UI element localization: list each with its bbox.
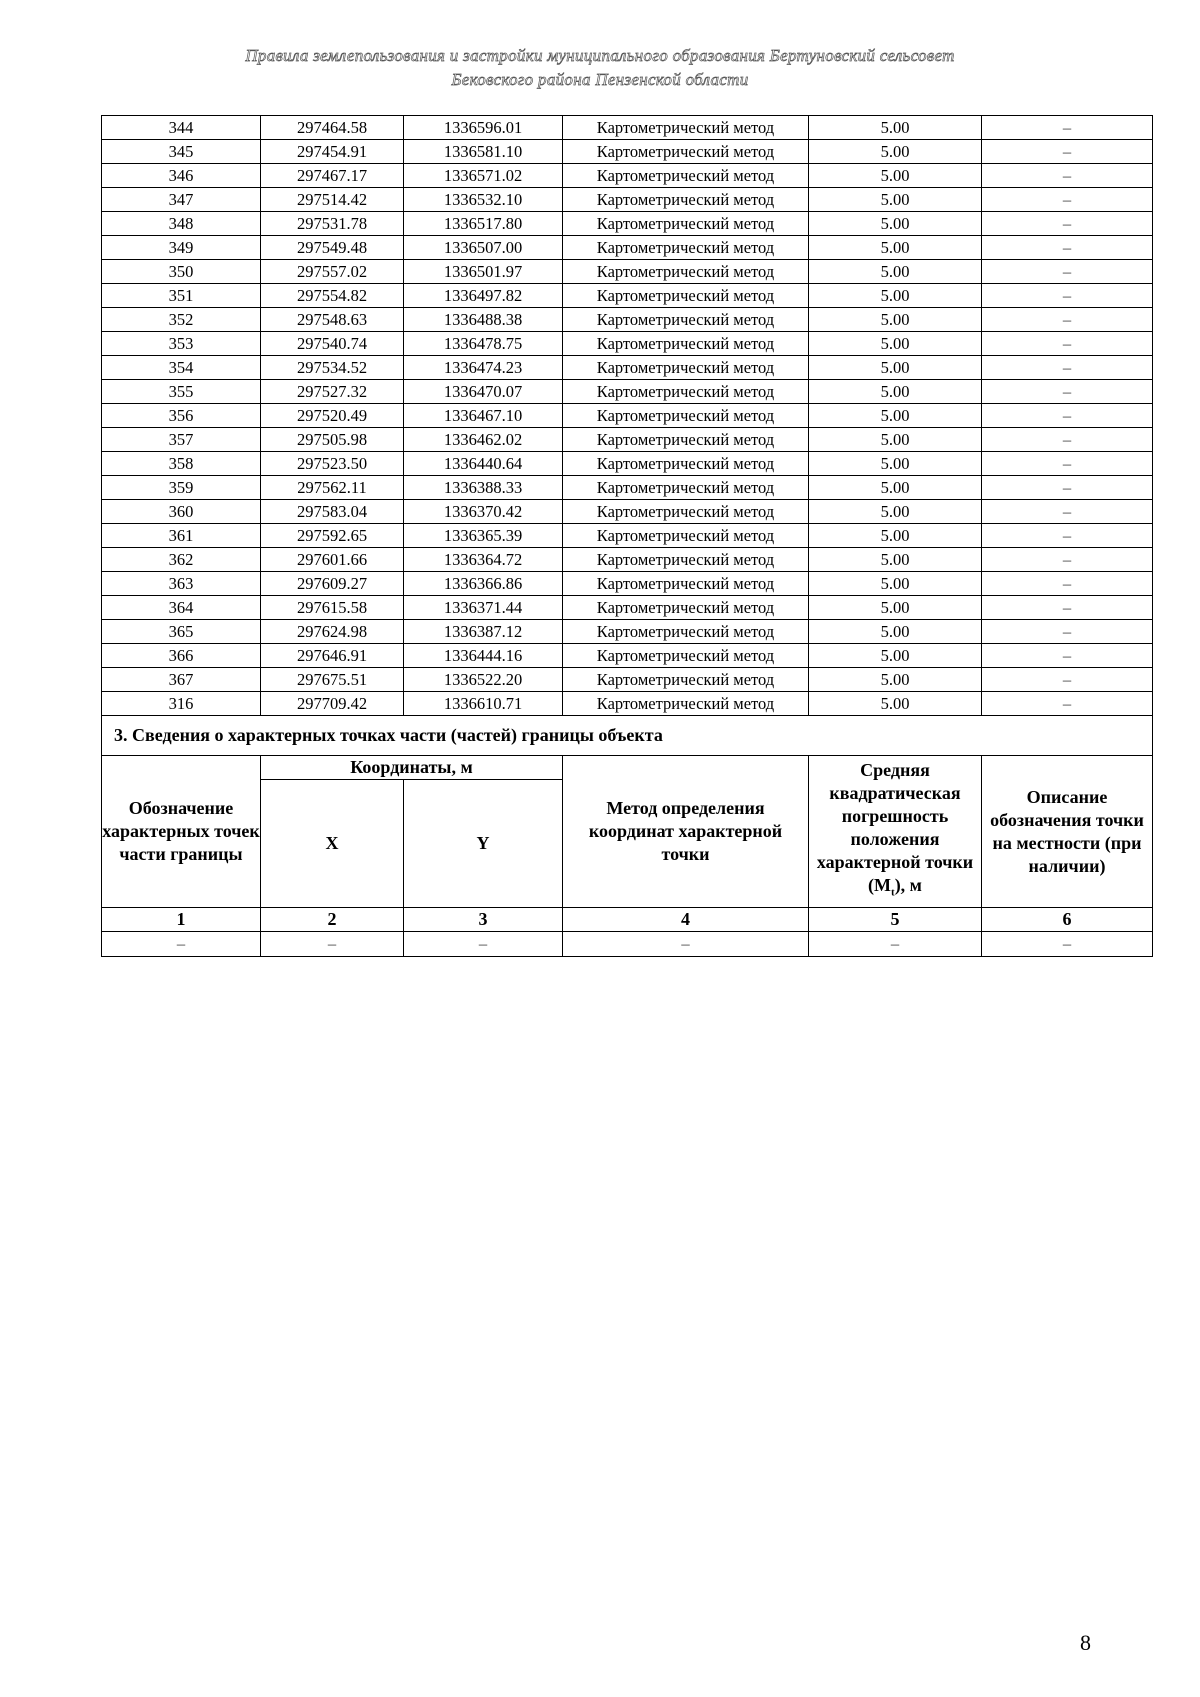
cell-coord-y: 1336388.33 bbox=[404, 476, 563, 500]
cell-coord-x: 297520.49 bbox=[261, 404, 404, 428]
cell-error: 5.00 bbox=[809, 428, 982, 452]
cell-point-number: 356 bbox=[102, 404, 261, 428]
cell-coord-x: 297592.65 bbox=[261, 524, 404, 548]
table-row bbox=[102, 572, 1153, 596]
cell-description: – bbox=[982, 212, 1153, 236]
cell-description: – bbox=[982, 404, 1153, 428]
cell-description: – bbox=[982, 596, 1153, 620]
cell-coord-x: 297675.51 bbox=[261, 668, 404, 692]
table-row bbox=[102, 452, 1153, 476]
header-description: Описание обозначения точки на местности (при наличии) bbox=[982, 756, 1153, 908]
table-row bbox=[102, 284, 1153, 308]
cell-description: – bbox=[982, 644, 1153, 668]
cell-description: – bbox=[982, 572, 1153, 596]
cell-error: 5.00 bbox=[809, 140, 982, 164]
cell-description: – bbox=[982, 548, 1153, 572]
cell-error: 5.00 bbox=[809, 644, 982, 668]
cell-point-number: 362 bbox=[102, 548, 261, 572]
cell-coord-y: 1336444.16 bbox=[404, 644, 563, 668]
header-row-1 bbox=[102, 756, 1153, 780]
cell-coord-y: 1336478.75 bbox=[404, 332, 563, 356]
cell-description: – bbox=[982, 332, 1153, 356]
column-number: 5 bbox=[809, 908, 982, 932]
table-row bbox=[102, 596, 1153, 620]
cell-description: – bbox=[982, 500, 1153, 524]
cell-method: Картометрический метод bbox=[563, 692, 809, 716]
cell-point-number: 355 bbox=[102, 380, 261, 404]
cell-error: 5.00 bbox=[809, 476, 982, 500]
cell-point-number: 345 bbox=[102, 140, 261, 164]
cell-method: Картометрический метод bbox=[563, 500, 809, 524]
header-error-sub: t bbox=[891, 886, 895, 899]
page-header bbox=[0, 44, 1200, 92]
table-row bbox=[102, 404, 1153, 428]
cell-description: – bbox=[982, 620, 1153, 644]
header-error-text: Средняя квадратическая погрешность положения характерной точки (M bbox=[816, 759, 974, 895]
cell-coord-x: 297549.48 bbox=[261, 236, 404, 260]
table-row bbox=[102, 332, 1153, 356]
table-row bbox=[102, 668, 1153, 692]
cell-point-number: 344 bbox=[102, 116, 261, 140]
cell-coord-x: 297514.42 bbox=[261, 188, 404, 212]
cell-coord-x: 297531.78 bbox=[261, 212, 404, 236]
header-error bbox=[809, 756, 982, 908]
cell-error: 5.00 bbox=[809, 404, 982, 428]
cell-point-number: 358 bbox=[102, 452, 261, 476]
cell-error: 5.00 bbox=[809, 452, 982, 476]
empty-cell: – bbox=[563, 932, 809, 957]
cell-coord-x: 297534.52 bbox=[261, 356, 404, 380]
table-row bbox=[102, 644, 1153, 668]
column-number: 4 bbox=[563, 908, 809, 932]
cell-method: Картометрический метод bbox=[563, 188, 809, 212]
table-row bbox=[102, 356, 1153, 380]
cell-method: Картометрический метод bbox=[563, 380, 809, 404]
cell-description: – bbox=[982, 692, 1153, 716]
cell-point-number: 360 bbox=[102, 500, 261, 524]
cell-method: Картометрический метод bbox=[563, 572, 809, 596]
cell-coord-y: 1336365.39 bbox=[404, 524, 563, 548]
header-x: X bbox=[261, 780, 404, 908]
cell-method: Картометрический метод bbox=[563, 644, 809, 668]
cell-error: 5.00 bbox=[809, 692, 982, 716]
cell-coord-x: 297562.11 bbox=[261, 476, 404, 500]
cell-coord-x: 297624.98 bbox=[261, 620, 404, 644]
cell-point-number: 365 bbox=[102, 620, 261, 644]
cell-coord-y: 1336501.97 bbox=[404, 260, 563, 284]
header-error-unit: ), м bbox=[894, 874, 922, 895]
cell-coord-y: 1336522.20 bbox=[404, 668, 563, 692]
cell-coord-x: 297609.27 bbox=[261, 572, 404, 596]
cell-point-number: 354 bbox=[102, 356, 261, 380]
table-row bbox=[102, 212, 1153, 236]
cell-coord-y: 1336610.71 bbox=[404, 692, 563, 716]
cell-point-number: 359 bbox=[102, 476, 261, 500]
cell-method: Картометрический метод bbox=[563, 428, 809, 452]
cell-point-number: 316 bbox=[102, 692, 261, 716]
column-number: 1 bbox=[102, 908, 261, 932]
empty-cell: – bbox=[404, 932, 563, 957]
cell-error: 5.00 bbox=[809, 500, 982, 524]
table-row bbox=[102, 380, 1153, 404]
cell-error: 5.00 bbox=[809, 188, 982, 212]
empty-cell: – bbox=[261, 932, 404, 957]
cell-method: Картометрический метод bbox=[563, 164, 809, 188]
cell-description: – bbox=[982, 236, 1153, 260]
cell-error: 5.00 bbox=[809, 212, 982, 236]
coordinates-table bbox=[101, 115, 1153, 957]
cell-method: Картометрический метод bbox=[563, 332, 809, 356]
table-row bbox=[102, 548, 1153, 572]
cell-error: 5.00 bbox=[809, 116, 982, 140]
cell-description: – bbox=[982, 188, 1153, 212]
cell-coord-y: 1336517.80 bbox=[404, 212, 563, 236]
table-row bbox=[102, 140, 1153, 164]
cell-method: Картометрический метод bbox=[563, 524, 809, 548]
cell-method: Картометрический метод bbox=[563, 284, 809, 308]
cell-description: – bbox=[982, 524, 1153, 548]
cell-description: – bbox=[982, 284, 1153, 308]
table-row bbox=[102, 692, 1153, 716]
cell-coord-y: 1336371.44 bbox=[404, 596, 563, 620]
cell-point-number: 367 bbox=[102, 668, 261, 692]
column-number: 2 bbox=[261, 908, 404, 932]
cell-description: – bbox=[982, 308, 1153, 332]
cell-error: 5.00 bbox=[809, 620, 982, 644]
page-number: 8 bbox=[1080, 1630, 1091, 1655]
cell-point-number: 348 bbox=[102, 212, 261, 236]
cell-method: Картометрический метод bbox=[563, 476, 809, 500]
section-3-title-row bbox=[102, 716, 1153, 756]
cell-description: – bbox=[982, 380, 1153, 404]
cell-point-number: 357 bbox=[102, 428, 261, 452]
cell-coord-y: 1336532.10 bbox=[404, 188, 563, 212]
cell-coord-x: 297540.74 bbox=[261, 332, 404, 356]
cell-point-number: 364 bbox=[102, 596, 261, 620]
table-row bbox=[102, 308, 1153, 332]
cell-point-number: 352 bbox=[102, 308, 261, 332]
data-rows bbox=[102, 116, 1153, 716]
cell-coord-y: 1336581.10 bbox=[404, 140, 563, 164]
table-row bbox=[102, 260, 1153, 284]
cell-coord-x: 297548.63 bbox=[261, 308, 404, 332]
cell-description: – bbox=[982, 164, 1153, 188]
cell-coord-x: 297523.50 bbox=[261, 452, 404, 476]
header-line-1: Правила землепользования и застройки муниципального образования Бертуновский сельсовет bbox=[245, 46, 955, 65]
cell-description: – bbox=[982, 140, 1153, 164]
cell-error: 5.00 bbox=[809, 548, 982, 572]
cell-point-number: 351 bbox=[102, 284, 261, 308]
cell-coord-y: 1336470.07 bbox=[404, 380, 563, 404]
cell-coord-y: 1336387.12 bbox=[404, 620, 563, 644]
cell-method: Картометрический метод bbox=[563, 620, 809, 644]
cell-coord-y: 1336596.01 bbox=[404, 116, 563, 140]
cell-error: 5.00 bbox=[809, 284, 982, 308]
cell-method: Картометрический метод bbox=[563, 452, 809, 476]
cell-description: – bbox=[982, 356, 1153, 380]
cell-point-number: 350 bbox=[102, 260, 261, 284]
column-numbers-row bbox=[102, 908, 1153, 932]
cell-coord-x: 297554.82 bbox=[261, 284, 404, 308]
cell-description: – bbox=[982, 116, 1153, 140]
cell-coord-x: 297454.91 bbox=[261, 140, 404, 164]
cell-coord-y: 1336488.38 bbox=[404, 308, 563, 332]
empty-cell: – bbox=[102, 932, 261, 957]
cell-method: Картометрический метод bbox=[563, 260, 809, 284]
cell-method: Картометрический метод bbox=[563, 212, 809, 236]
cell-point-number: 363 bbox=[102, 572, 261, 596]
cell-coord-y: 1336497.82 bbox=[404, 284, 563, 308]
cell-point-number: 346 bbox=[102, 164, 261, 188]
cell-coord-x: 297467.17 bbox=[261, 164, 404, 188]
cell-method: Картометрический метод bbox=[563, 116, 809, 140]
header-y: Y bbox=[404, 780, 563, 908]
cell-error: 5.00 bbox=[809, 332, 982, 356]
empty-cell: – bbox=[982, 932, 1153, 957]
cell-coord-y: 1336370.42 bbox=[404, 500, 563, 524]
column-number: 6 bbox=[982, 908, 1153, 932]
cell-error: 5.00 bbox=[809, 236, 982, 260]
table-row bbox=[102, 428, 1153, 452]
cell-coord-x: 297464.58 bbox=[261, 116, 404, 140]
cell-coord-x: 297583.04 bbox=[261, 500, 404, 524]
cell-error: 5.00 bbox=[809, 380, 982, 404]
cell-point-number: 347 bbox=[102, 188, 261, 212]
cell-point-number: 366 bbox=[102, 644, 261, 668]
cell-error: 5.00 bbox=[809, 164, 982, 188]
cell-coord-y: 1336474.23 bbox=[404, 356, 563, 380]
cell-coord-y: 1336366.86 bbox=[404, 572, 563, 596]
cell-coord-x: 297505.98 bbox=[261, 428, 404, 452]
cell-description: – bbox=[982, 476, 1153, 500]
cell-error: 5.00 bbox=[809, 668, 982, 692]
table-row bbox=[102, 500, 1153, 524]
cell-coord-x: 297709.42 bbox=[261, 692, 404, 716]
table-row bbox=[102, 476, 1153, 500]
cell-description: – bbox=[982, 260, 1153, 284]
cell-error: 5.00 bbox=[809, 308, 982, 332]
header-line-2: Бековского района Пензенской области bbox=[451, 70, 749, 89]
cell-error: 5.00 bbox=[809, 572, 982, 596]
cell-coord-y: 1336467.10 bbox=[404, 404, 563, 428]
table-row bbox=[102, 524, 1153, 548]
cell-coord-y: 1336440.64 bbox=[404, 452, 563, 476]
cell-coord-y: 1336507.00 bbox=[404, 236, 563, 260]
table-row bbox=[102, 620, 1153, 644]
cell-method: Картометрический метод bbox=[563, 308, 809, 332]
cell-point-number: 349 bbox=[102, 236, 261, 260]
cell-coord-y: 1336462.02 bbox=[404, 428, 563, 452]
table-row bbox=[102, 164, 1153, 188]
header-designation: Обозначение характерных точек части границы bbox=[102, 756, 261, 908]
cell-coord-x: 297615.58 bbox=[261, 596, 404, 620]
cell-coord-x: 297646.91 bbox=[261, 644, 404, 668]
table-row bbox=[102, 236, 1153, 260]
cell-method: Картометрический метод bbox=[563, 236, 809, 260]
cell-method: Картометрический метод bbox=[563, 404, 809, 428]
cell-method: Картометрический метод bbox=[563, 668, 809, 692]
cell-coord-x: 297601.66 bbox=[261, 548, 404, 572]
cell-method: Картометрический метод bbox=[563, 548, 809, 572]
cell-coord-x: 297557.02 bbox=[261, 260, 404, 284]
cell-description: – bbox=[982, 668, 1153, 692]
cell-method: Картометрический метод bbox=[563, 356, 809, 380]
cell-error: 5.00 bbox=[809, 524, 982, 548]
cell-point-number: 353 bbox=[102, 332, 261, 356]
cell-method: Картометрический метод bbox=[563, 140, 809, 164]
cell-point-number: 361 bbox=[102, 524, 261, 548]
table-row bbox=[102, 116, 1153, 140]
table-row bbox=[102, 188, 1153, 212]
cell-error: 5.00 bbox=[809, 260, 982, 284]
cell-description: – bbox=[982, 428, 1153, 452]
header-method: Метод определения координат характерной точки bbox=[563, 756, 809, 908]
empty-data-row bbox=[102, 932, 1153, 957]
cell-coord-y: 1336364.72 bbox=[404, 548, 563, 572]
cell-description: – bbox=[982, 452, 1153, 476]
header-coordinates: Координаты, м bbox=[261, 756, 563, 780]
empty-cell: – bbox=[809, 932, 982, 957]
cell-coord-x: 297527.32 bbox=[261, 380, 404, 404]
cell-coord-y: 1336571.02 bbox=[404, 164, 563, 188]
cell-error: 5.00 bbox=[809, 356, 982, 380]
column-number: 3 bbox=[404, 908, 563, 932]
section-3-title: 3. Сведения о характерных точках части (частей) границы объекта bbox=[102, 716, 1153, 756]
cell-method: Картометрический метод bbox=[563, 596, 809, 620]
cell-error: 5.00 bbox=[809, 596, 982, 620]
